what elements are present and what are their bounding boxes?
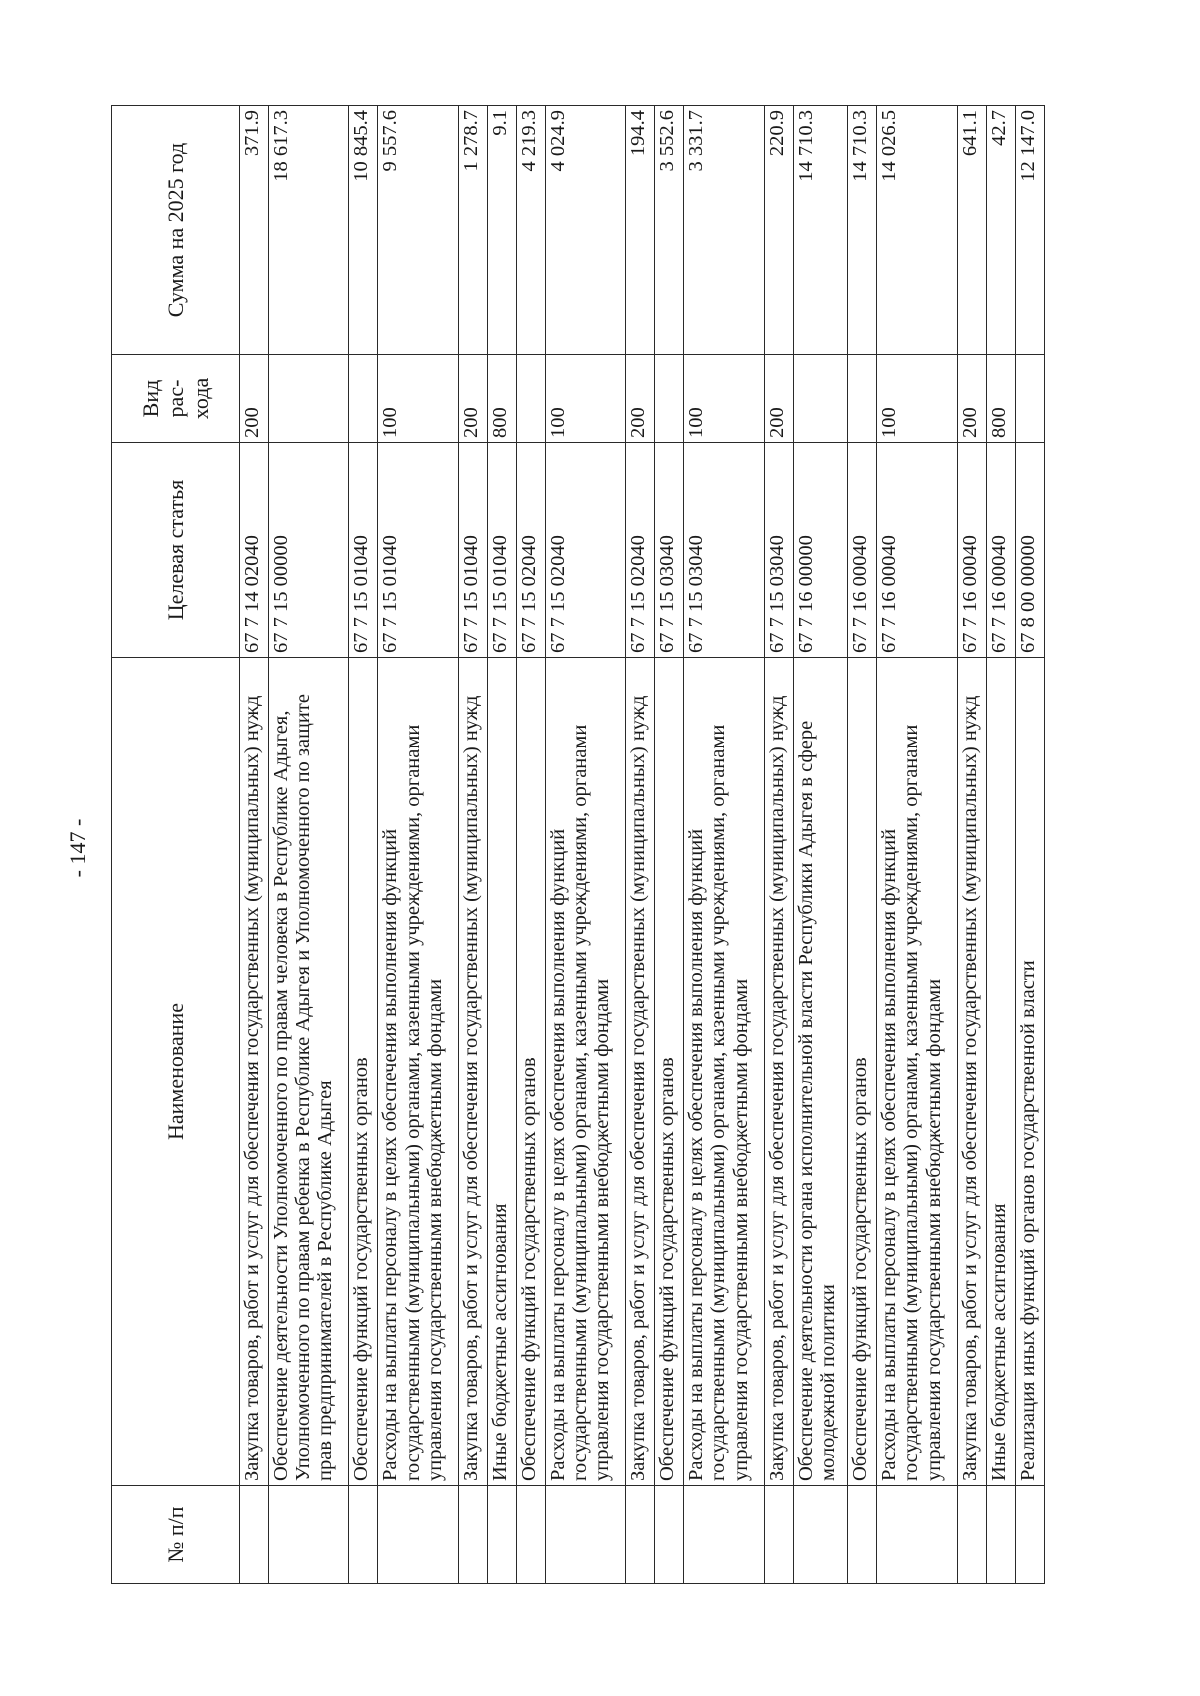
row-expense-type: 100 bbox=[684, 355, 764, 443]
row-number bbox=[545, 1486, 625, 1584]
table-row bbox=[655, 106, 684, 1584]
row-number bbox=[655, 1486, 684, 1584]
row-number bbox=[848, 1486, 877, 1584]
row-sum: 10 845.4 bbox=[349, 106, 378, 355]
header-type: Вид рас-хода bbox=[112, 355, 240, 443]
row-code: 67 7 16 00040 bbox=[957, 443, 986, 658]
row-expense-type: 200 bbox=[764, 355, 793, 443]
row-name: Обеспечение деятельности органа исполнительной власти Республики Адыгея в сфере молодежной политики bbox=[793, 658, 848, 1486]
row-code: 67 7 15 01040 bbox=[349, 443, 378, 658]
row-sum: 42.7 bbox=[986, 106, 1015, 355]
row-sum: 371.9 bbox=[240, 106, 269, 355]
budget-table bbox=[111, 105, 1045, 1584]
row-code: 67 7 16 00040 bbox=[986, 443, 1015, 658]
row-expense-type: 800 bbox=[487, 355, 516, 443]
row-number bbox=[1015, 1486, 1044, 1584]
table-row bbox=[764, 106, 793, 1584]
row-sum: 220.9 bbox=[764, 106, 793, 355]
row-code: 67 7 15 03040 bbox=[764, 443, 793, 658]
row-code: 67 7 15 03040 bbox=[684, 443, 764, 658]
table-row bbox=[957, 106, 986, 1584]
header-name: Наименование bbox=[112, 658, 240, 1486]
row-name: Обеспечение функций государственных органов bbox=[516, 658, 545, 1486]
row-name: Расходы на выплаты персоналу в целях обеспечения выполнения функций государственными (муниципальными) органами, казенными учреждениями, органами управления государственными внебюджетными фондами bbox=[877, 658, 957, 1486]
row-name: Иные бюджетные ассигнования bbox=[487, 658, 516, 1486]
row-expense-type: 100 bbox=[877, 355, 957, 443]
table-row bbox=[458, 106, 487, 1584]
row-sum: 14 710.3 bbox=[848, 106, 877, 355]
header-code: Целевая статья bbox=[112, 443, 240, 658]
row-code: 67 7 15 01040 bbox=[458, 443, 487, 658]
row-sum: 12 147.0 bbox=[1015, 106, 1044, 355]
row-name: Расходы на выплаты персоналу в целях обеспечения выполнения функций государственными (муниципальными) органами, казенными учреждениями, органами управления государственными внебюджетными фондами bbox=[545, 658, 625, 1486]
table-body bbox=[240, 106, 1045, 1584]
row-code: 67 7 15 01040 bbox=[378, 443, 458, 658]
row-name: Закупка товаров, работ и услуг для обеспечения государственных (муниципальных) нужд bbox=[458, 658, 487, 1486]
row-expense-type bbox=[1015, 355, 1044, 443]
row-sum: 14 026.5 bbox=[877, 106, 957, 355]
table-row bbox=[793, 106, 848, 1584]
page-number: - 147 - bbox=[65, 818, 90, 878]
row-number bbox=[986, 1486, 1015, 1584]
row-number bbox=[458, 1486, 487, 1584]
row-sum: 641.1 bbox=[957, 106, 986, 355]
row-number bbox=[516, 1486, 545, 1584]
row-number bbox=[957, 1486, 986, 1584]
row-expense-type: 100 bbox=[378, 355, 458, 443]
table-row bbox=[269, 106, 349, 1584]
row-sum: 3 331.7 bbox=[684, 106, 764, 355]
row-sum: 4 219.3 bbox=[516, 106, 545, 355]
row-sum: 194.4 bbox=[626, 106, 655, 355]
row-expense-type: 200 bbox=[458, 355, 487, 443]
row-code: 67 8 00 00000 bbox=[1015, 443, 1044, 658]
row-code: 67 7 14 02040 bbox=[240, 443, 269, 658]
row-sum: 1 278.7 bbox=[458, 106, 487, 355]
row-number bbox=[793, 1486, 848, 1584]
row-code: 67 7 16 00000 bbox=[793, 443, 848, 658]
row-code: 67 7 16 00040 bbox=[877, 443, 957, 658]
row-sum: 4 024.9 bbox=[545, 106, 625, 355]
row-expense-type bbox=[655, 355, 684, 443]
row-sum: 3 552.6 bbox=[655, 106, 684, 355]
row-expense-type bbox=[848, 355, 877, 443]
row-number bbox=[487, 1486, 516, 1584]
row-name: Обеспечение функций государственных органов bbox=[349, 658, 378, 1486]
header-num: № п/п bbox=[112, 1486, 240, 1584]
row-name: Закупка товаров, работ и услуг для обеспечения государственных (муниципальных) нужд bbox=[240, 658, 269, 1486]
row-expense-type bbox=[793, 355, 848, 443]
row-number bbox=[240, 1486, 269, 1584]
table-row bbox=[1015, 106, 1044, 1584]
row-number bbox=[378, 1486, 458, 1584]
table-row bbox=[240, 106, 269, 1584]
row-number bbox=[877, 1486, 957, 1584]
table-row bbox=[848, 106, 877, 1584]
row-expense-type: 200 bbox=[626, 355, 655, 443]
row-expense-type bbox=[269, 355, 349, 443]
table-row bbox=[516, 106, 545, 1584]
table-row bbox=[877, 106, 957, 1584]
table-row bbox=[986, 106, 1015, 1584]
row-name: Иные бюджетные ассигнования bbox=[986, 658, 1015, 1486]
row-name: Реализация иных функций органов государственной власти bbox=[1015, 658, 1044, 1486]
row-code: 67 7 15 00000 bbox=[269, 443, 349, 658]
row-name: Расходы на выплаты персоналу в целях обеспечения выполнения функций государственными (муниципальными) органами, казенными учреждениями, органами управления государственными внебюджетными фондами bbox=[684, 658, 764, 1486]
table-row bbox=[487, 106, 516, 1584]
row-expense-type: 200 bbox=[957, 355, 986, 443]
row-number bbox=[269, 1486, 349, 1584]
row-code: 67 7 15 03040 bbox=[655, 443, 684, 658]
row-number bbox=[349, 1486, 378, 1584]
row-name: Закупка товаров, работ и услуг для обеспечения государственных (муниципальных) нужд bbox=[764, 658, 793, 1486]
row-code: 67 7 15 01040 bbox=[487, 443, 516, 658]
row-name: Обеспечение деятельности Уполномоченного по правам человека в Республике Адыгея, Уполномоченного по правам ребенка в Республике Адыгея и Уполномоченного по защите прав предпринимателей в Республике Адыгея bbox=[269, 658, 349, 1486]
row-sum: 14 710.3 bbox=[793, 106, 848, 355]
row-expense-type bbox=[516, 355, 545, 443]
row-sum: 9 557.6 bbox=[378, 106, 458, 355]
table-row bbox=[626, 106, 655, 1584]
row-expense-type bbox=[349, 355, 378, 443]
row-sum: 18 617.3 bbox=[269, 106, 349, 355]
row-name: Расходы на выплаты персоналу в целях обеспечения выполнения функций государственными (муниципальными) органами, казенными учреждениями, органами управления государственными внебюджетными фондами bbox=[378, 658, 458, 1486]
row-name: Обеспечение функций государственных органов bbox=[655, 658, 684, 1486]
row-code: 67 7 16 00040 bbox=[848, 443, 877, 658]
row-name: Обеспечение функций государственных органов bbox=[848, 658, 877, 1486]
row-number bbox=[684, 1486, 764, 1584]
row-number bbox=[764, 1486, 793, 1584]
row-code: 67 7 15 02040 bbox=[626, 443, 655, 658]
table-row bbox=[684, 106, 764, 1584]
table-row bbox=[378, 106, 458, 1584]
row-expense-type: 200 bbox=[240, 355, 269, 443]
row-expense-type: 100 bbox=[545, 355, 625, 443]
table-row bbox=[545, 106, 625, 1584]
row-number bbox=[626, 1486, 655, 1584]
row-name: Закупка товаров, работ и услуг для обеспечения государственных (муниципальных) нужд bbox=[957, 658, 986, 1486]
row-sum: 9.1 bbox=[487, 106, 516, 355]
table-row bbox=[349, 106, 378, 1584]
rotated-table-container bbox=[111, 106, 1045, 1584]
header-sum: Сумма на 2025 год bbox=[112, 106, 240, 355]
row-code: 67 7 15 02040 bbox=[545, 443, 625, 658]
row-name: Закупка товаров, работ и услуг для обеспечения государственных (муниципальных) нужд bbox=[626, 658, 655, 1486]
row-expense-type: 800 bbox=[986, 355, 1015, 443]
row-code: 67 7 15 02040 bbox=[516, 443, 545, 658]
header-row bbox=[112, 106, 240, 1584]
